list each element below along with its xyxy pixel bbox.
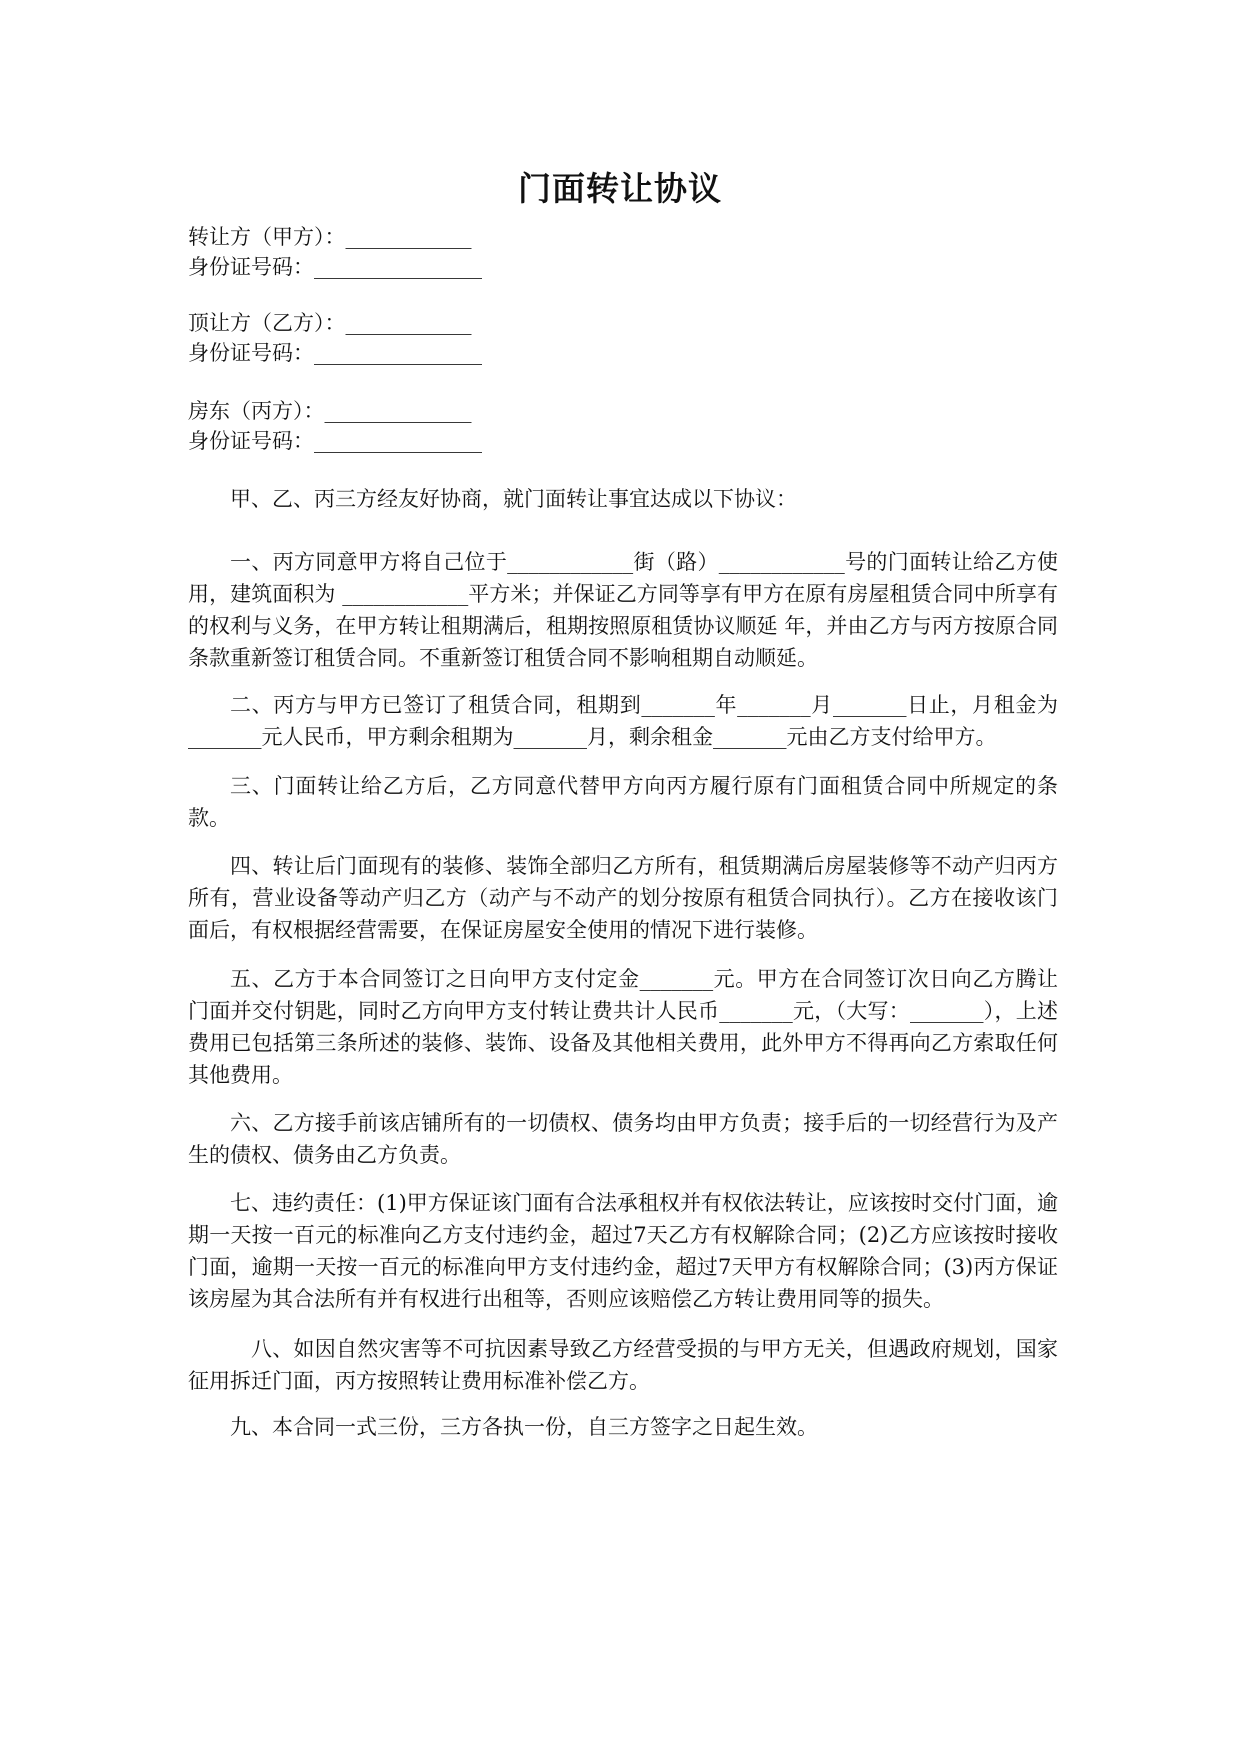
- clause-4: 四、转让后门面现有的装修、装饰全部归乙方所有，租赁期满后房屋装修等不动产归丙方所有，营业设备等动产归乙方（动产与不动产的划分按原有租赁合同执行）。乙方在接收该门面后，有权根据经营需要，在保证房屋安全使用的情况下进行装修。: [188, 854, 1058, 942]
- transferor-line: 转让方（甲方）：____________: [188, 225, 472, 249]
- landlord-id-line: 身份证号码：________________: [188, 429, 482, 453]
- document-title: 门面转让协议: [518, 169, 722, 208]
- transferor-id-line: 身份证号码：________________: [188, 255, 482, 279]
- clause-8: 八、如因自然灾害等不可抗因素导致乙方经营受损的与甲方无关，但遇政府规划，国家征用拆迁门面，丙方按照转让费用标准补偿乙方。: [188, 1337, 1058, 1393]
- clause-1: 一、丙方同意甲方将自己位于____________街（路）____________号的门面转让给乙方使用，建筑面积为 ____________平方米；并保证乙方同等享有甲方在原有房屋租赁合同中所享有的权利与义务，在甲方转让租期满后，租期按照原租赁协议顺延 年，并由乙方与丙方按原合同条款重新签订租赁合同。不重新签订租赁合同不影响租期自动顺延。: [188, 550, 1058, 670]
- clause-2: 二、丙方与甲方已签订了租赁合同，租期到_______年_______月_______日止，月租金为_______元人民币，甲方剩余租期为_______月，剩余租金_______元由乙方支付给甲方。: [188, 693, 1058, 749]
- clause-6: 六、乙方接手前该店铺所有的一切债权、债务均由甲方负责；接手后的一切经营行为及产生的债权、债务由乙方负责。: [188, 1111, 1058, 1167]
- clause-7: 七、违约责任：(1)甲方保证该门面有合法承租权并有权依法转让，应该按时交付门面，逾期一天按一百元的标准向乙方支付违约金，超过7天乙方有权解除合同；(2)乙方应该按时接收门面，逾期一天按一百元的标准向甲方支付违约金，超过7天甲方有权解除合同；(3)丙方保证该房屋为其合法所有并有权进行出租等，否则应该赔偿乙方转让费用同等的损失。: [188, 1191, 1058, 1311]
- clause-9: 九、本合同一式三份，三方各执一份，自三方签字之日起生效。: [230, 1415, 818, 1439]
- transferee-id-line: 身份证号码：________________: [188, 341, 482, 365]
- clause-3: 三、门面转让给乙方后，乙方同意代替甲方向丙方履行原有门面租赁合同中所规定的条款。: [188, 774, 1058, 830]
- intro-paragraph: 甲、乙、丙三方经友好协商，就门面转让事宜达成以下协议：: [230, 487, 797, 511]
- transferee-line: 顶让方（乙方）：____________: [188, 311, 472, 335]
- landlord-line: 房东（丙方）：______________: [188, 399, 472, 423]
- clause-5: 五、乙方于本合同签订之日向甲方支付定金_______元。甲方在合同签订次日向乙方腾让门面并交付钥匙，同时乙方向甲方支付转让费共计人民币_______元，（大写：_______），上述费用已包括第三条所述的装修、装饰、设备及其他相关费用，此外甲方不得再向乙方索取任何其他费用。: [188, 967, 1058, 1087]
